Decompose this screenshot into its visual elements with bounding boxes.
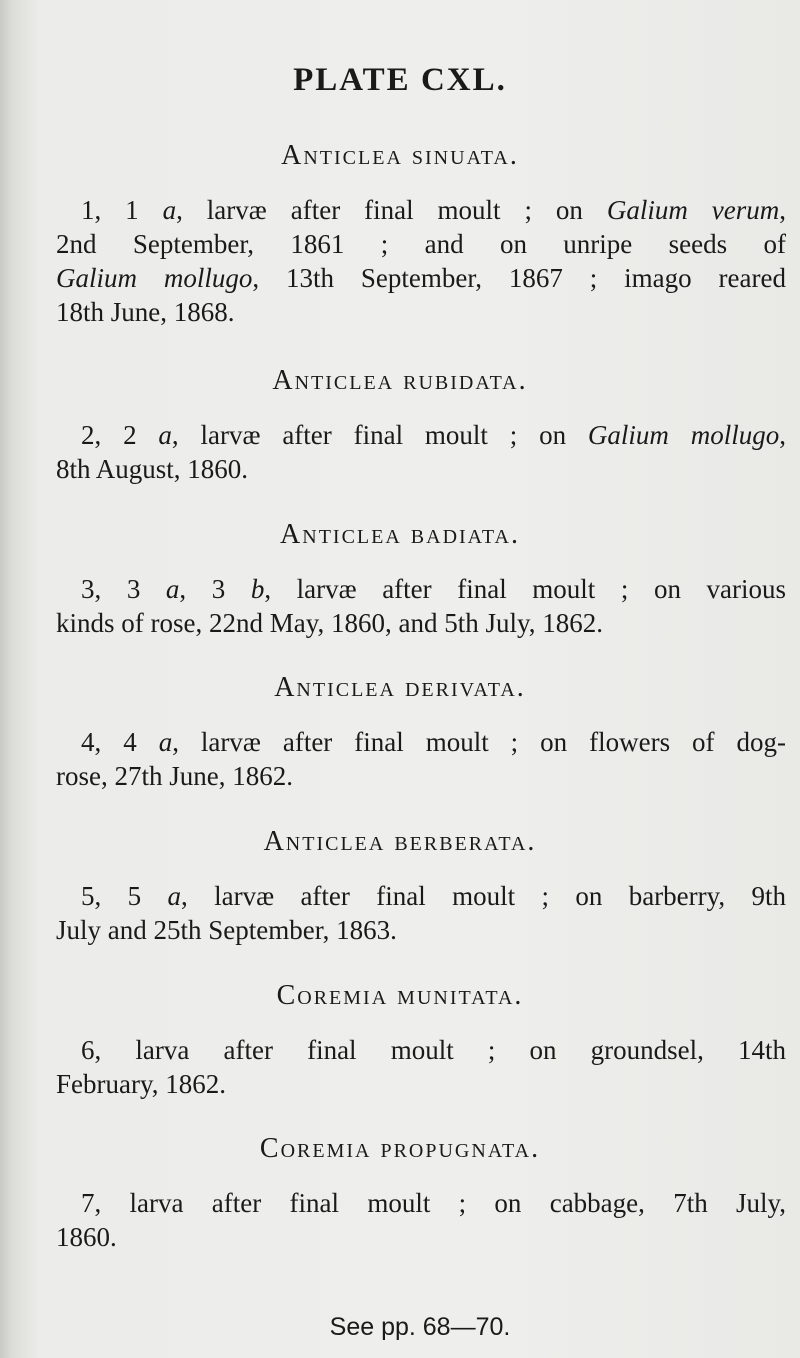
species-heading: Coremia propugnata. <box>259 1133 541 1164</box>
entry-text-run: , <box>779 420 787 450</box>
entry-line <box>56 227 786 261</box>
entry-line <box>56 452 786 486</box>
entry-text <box>56 879 786 947</box>
entry-line <box>56 606 786 640</box>
entry-line <box>56 725 786 759</box>
italic-term: b <box>250 574 265 604</box>
entry-text-run: , larvæ after final moult ; on various <box>264 574 787 604</box>
entry-text-run: 6, larva after final moult ; on groundsel, 14th <box>81 1035 786 1065</box>
entry-line <box>56 1033 786 1067</box>
entry-line <box>56 572 786 606</box>
entry-text-run: , larvæ after final moult ; on barberry, 9th <box>180 881 786 911</box>
page-reference: See pp. 68—70. <box>329 1313 511 1341</box>
entry-text <box>56 1186 786 1254</box>
entry-line <box>56 759 786 793</box>
entry-text-run: July and 25th September, 1863. <box>56 915 397 945</box>
species-heading: Anticlea berberata. <box>263 826 537 857</box>
italic-term: a <box>162 195 177 225</box>
entry-line <box>56 193 786 227</box>
entry-text <box>56 193 786 329</box>
entry-text-run: 2, 2 <box>81 420 159 450</box>
entry-text-run: 1860. <box>56 1222 117 1252</box>
entry-text-run: 3, 3 <box>81 574 166 604</box>
entry-text-run: , 3 <box>179 574 251 604</box>
entry-line <box>56 879 786 913</box>
entry-line <box>56 913 786 947</box>
entry-text-run: kinds of rose, 22nd May, 1860, and 5th July, 1862. <box>56 608 603 638</box>
species-heading: Anticlea derivata. <box>274 672 526 703</box>
entry-line <box>56 1067 786 1101</box>
italic-term: Galium mollugo <box>587 420 780 450</box>
entry-line <box>56 295 786 329</box>
entry-text-run: , larvæ after final moult ; on <box>171 420 588 450</box>
italic-term: Galium verum <box>606 195 780 225</box>
entry-text <box>56 1033 786 1101</box>
entry-text-run: 2nd September, 1861 ; and on unripe seeds of <box>56 229 786 259</box>
entry-line <box>56 1220 786 1254</box>
italic-term: a <box>158 420 172 450</box>
entry-text-run: , 13th September, 1867 ; imago reared <box>252 263 786 293</box>
italic-term: a <box>165 574 180 604</box>
species-heading: Anticlea sinuata. <box>281 140 519 171</box>
entry-text-run: , larvæ after final moult ; on flowers of dog- <box>172 727 786 757</box>
species-heading: Anticlea rubidata. <box>272 365 528 396</box>
entry-text-run: 8th August, 1860. <box>56 454 249 484</box>
entry-text-run: February, 1862. <box>56 1069 226 1099</box>
entry-text-run: rose, 27th June, 1862. <box>56 761 293 791</box>
entry-line <box>56 418 786 452</box>
entry-text <box>56 572 786 640</box>
italic-term: Galium mollugo <box>56 263 253 293</box>
entry-text-run: 4, 4 <box>81 727 159 757</box>
species-heading: Coremia munitata. <box>276 980 524 1011</box>
entry-text-run: , <box>779 195 787 225</box>
italic-term: a <box>167 881 181 911</box>
entry-text-run: 18th June, 1868. <box>56 297 235 327</box>
entry-text <box>56 418 786 486</box>
italic-term: a <box>158 727 173 757</box>
entry-text-run: 7, larva after final moult ; on cabbage, 7th July, <box>81 1188 786 1218</box>
species-heading: Anticlea badiata. <box>280 519 520 550</box>
entry-text <box>56 725 786 793</box>
entry-text-run: 5, 5 <box>81 881 168 911</box>
plate-title: PLATE CXL. <box>293 62 507 98</box>
entry-line <box>56 261 786 295</box>
entry-text-run: 1, 1 <box>81 195 163 225</box>
entry-line <box>56 1186 786 1220</box>
entry-text-run: , larvæ after final moult ; on <box>176 195 607 225</box>
